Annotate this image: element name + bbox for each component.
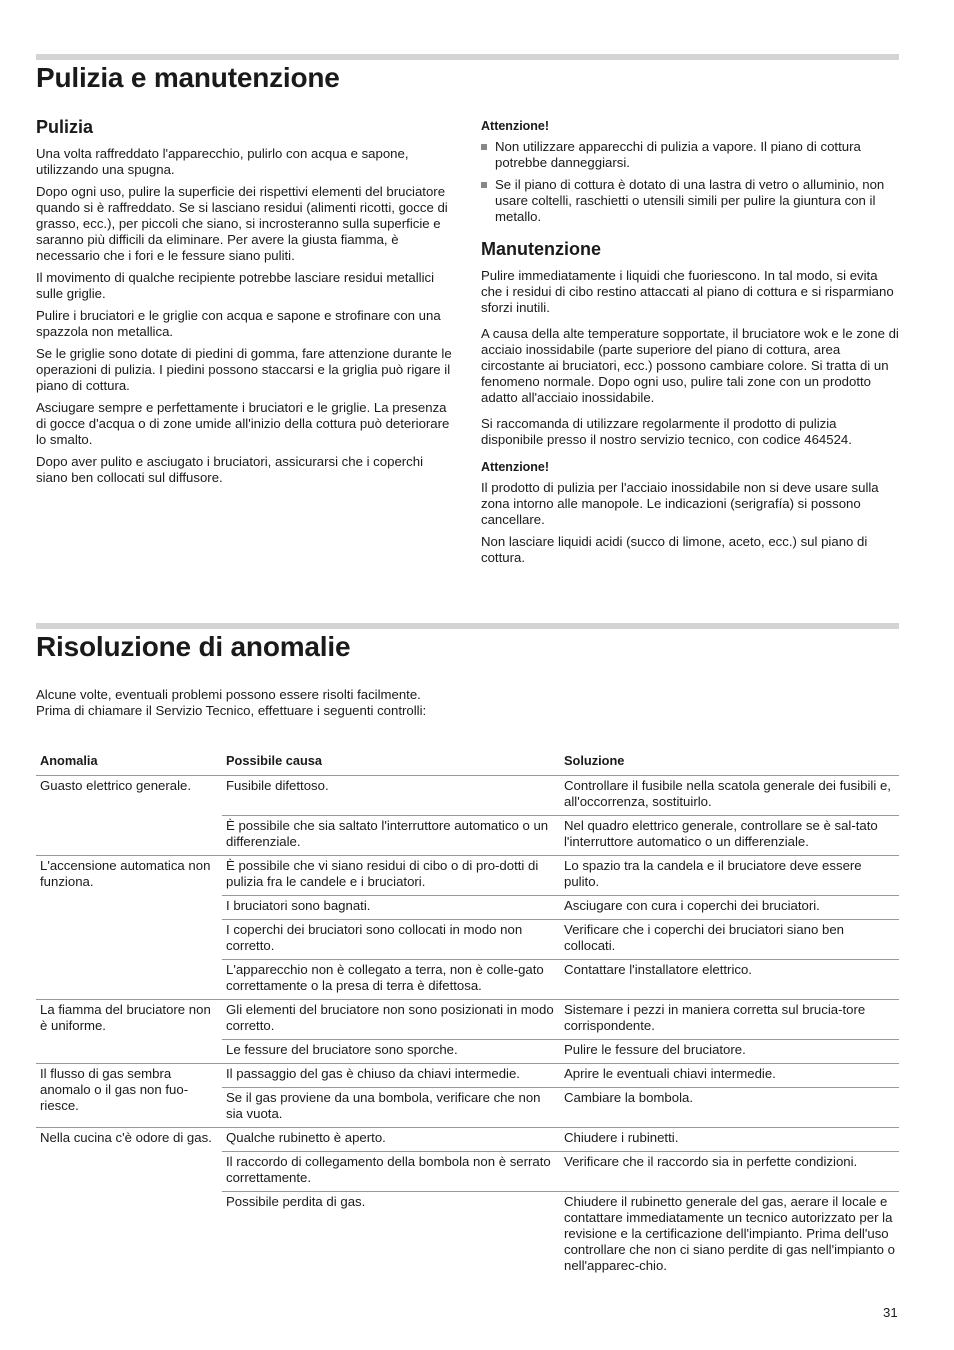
table-row [36, 856, 899, 896]
table-header-row [36, 749, 899, 776]
causa-cell: L'apparecchio non è collegato a terra, non è colle-gato correttamente o la presa di terra è difettosa. [222, 960, 560, 1000]
attenzione-paragraph: Non lasciare liquidi acidi (succo di limone, aceto, ecc.) sul piano di cottura. [481, 534, 868, 565]
soluzione-cell: Chiudere i rubinetti. [560, 1128, 899, 1152]
causa-cell: I coperchi dei bruciatori sono collocati in modo non corretto. [222, 920, 560, 960]
causa-cell: È possibile che vi siano residui di cibo o di pro-dotti di pulizia fra le candele e i bruciatori. [222, 856, 560, 896]
pulizia-paragraph: Se le griglie sono dotate di piedini di gomma, fare attenzione durante le operazioni di pulizia. I piedini possono staccarsi e la griglia può rigare il piano di cottura. [36, 346, 452, 393]
soluzione-cell: Cambiare la bombola. [560, 1088, 899, 1128]
column-right [481, 119, 899, 572]
causa-cell: Le fessure del bruciatore sono sporche. [222, 1040, 560, 1064]
causa-cell: I bruciatori sono bagnati. [222, 896, 560, 920]
attenzione-list [481, 139, 899, 225]
column-header-anomalia: Anomalia [36, 749, 222, 776]
heading-pulizia: Pulizia [36, 117, 94, 137]
causa-cell: Gli elementi del bruciatore non sono posizionati in modo corretto. [222, 1000, 560, 1040]
anomalia-cell: La fiamma del bruciatore non è uniforme. [36, 1000, 222, 1064]
section-title-risoluzione-anomalie: Risoluzione di anomalie [36, 631, 351, 662]
pulizia-paragraph: Dopo ogni uso, pulire la superficie dei rispettivi elementi del bruciatore quando si è raffreddato. Se si lasciano residui (alimenti ricotti, gocce di grasso, ecc.), per piccoli che siano, si incrosteranno sulla superficie e saranno più difficili da eliminare. Per avere la giusta fiamma, è necessario che i fori e le fessure siano puliti. [36, 184, 448, 263]
anomalia-cell: Guasto elettrico generale. [36, 776, 222, 856]
pulizia-paragraph: Pulire i bruciatori e le griglie con acqua e sapone e strofinare con una spazzola non metallica. [36, 308, 441, 339]
page-number: 31 [883, 1305, 898, 1320]
pulizia-paragraph: Asciugare sempre e perfettamente i bruciatori e le griglie. La presenza di gocce d'acqua o di zone umide all'inizio della cottura può deteriorare lo smalto. [36, 400, 450, 447]
pulizia-paragraph: Dopo aver pulito e asciugato i bruciatori, assicurarsi che i coperchi siano ben collocati sul diffusore. [36, 454, 424, 485]
soluzione-cell: Verificare che il raccordo sia in perfette condizioni. [560, 1152, 899, 1192]
bullet-square-icon [481, 144, 487, 150]
causa-cell: Il raccordo di collegamento della bombola non è serrato correttamente. [222, 1152, 560, 1192]
anomalia-cell: Nella cucina c'è odore di gas. [36, 1128, 222, 1280]
soluzione-cell: Asciugare con cura i coperchi dei bruciatori. [560, 896, 899, 920]
table-row [36, 1128, 899, 1152]
soluzione-cell: Aprire le eventuali chiavi intermedie. [560, 1064, 899, 1088]
soluzione-cell: Verificare che i coperchi dei bruciatori siano ben collocati. [560, 920, 899, 960]
anomalia-cell: Il flusso di gas sembra anomalo o il gas non fuo-riesce. [36, 1064, 222, 1128]
table-row [36, 1000, 899, 1040]
section-rule-top [36, 54, 899, 60]
pulizia-paragraph: Una volta raffreddato l'apparecchio, pulirlo con acqua e sapone, utilizzando una spugna. [36, 146, 409, 177]
pulizia-paragraph: Il movimento di qualche recipiente potrebbe lasciare residui metallici sulle griglie. [36, 270, 435, 301]
column-left [36, 117, 454, 492]
causa-cell: Fusibile difettoso. [222, 776, 560, 816]
attenzione-paragraph: Il prodotto di pulizia per l'acciaio inossidabile non si deve usare sulla zona intorno alle manopole. Le indicazioni (serigrafía) si possono cancellare. [481, 480, 879, 527]
troubleshooting-table [36, 749, 899, 1279]
causa-cell: Il passaggio del gas è chiuso da chiavi intermedie. [222, 1064, 560, 1088]
heading-attenzione: Attenzione! [481, 119, 550, 133]
soluzione-cell: Pulire le fessure del bruciatore. [560, 1040, 899, 1064]
bullet-square-icon [481, 182, 487, 188]
causa-cell: Qualche rubinetto è aperto. [222, 1128, 560, 1152]
manutenzione-paragraph: Pulire immediatamente i liquidi che fuoriescono. In tal modo, si evita che i residui di cibo restino attaccati al piano di cottura e si risparmiano sforzi inutili. [481, 268, 894, 315]
list-item: Non utilizzare apparecchi di pulizia a vapore. Il piano di cottura potrebbe danneggiarsi. [481, 139, 899, 171]
soluzione-cell: Lo spazio tra la candela e il bruciatore deve essere pulito. [560, 856, 899, 896]
section-title-pulizia-manutenzione: Pulizia e manutenzione [36, 62, 340, 93]
column-header-causa: Possibile causa [222, 749, 560, 776]
causa-cell: Possibile perdita di gas. [222, 1192, 560, 1280]
manutenzione-paragraph: A causa della alte temperature sopportate, il bruciatore wok e le zone di acciaio inossidabile (parte superiore del piano di cottura, area circostante ai bruciatori, ecc.) possono cambiare colore. Si tratta di un fenomeno normale. Dopo ogni uso, pulire tali zone con un prodotto adatto all'acciaio inossidabile. [481, 326, 899, 405]
soluzione-cell: Nel quadro elettrico generale, controllare se è sal-tato l'interruttore automatico o un differenziale. [560, 816, 899, 856]
table-row [36, 776, 899, 816]
soluzione-cell: Sistemare i pezzi in maniera corretta sul brucia-tore corrispondente. [560, 1000, 899, 1040]
column-header-soluzione: Soluzione [560, 749, 899, 776]
soluzione-cell: Contattare l'installatore elettrico. [560, 960, 899, 1000]
causa-cell: È possibile che sia saltato l'interruttore automatico o un differenziale. [222, 816, 560, 856]
anomalia-cell: L'accensione automatica non funziona. [36, 856, 222, 1000]
heading-manutenzione: Manutenzione [481, 239, 601, 259]
causa-cell: Se il gas proviene da una bombola, verificare che non sia vuota. [222, 1088, 560, 1128]
intro-text: Alcune volte, eventuali problemi possono essere risolti facilmente. Prima di chiamare il Servizio Tecnico, effettuare i seguenti controlli: [36, 687, 427, 718]
heading-attenzione: Attenzione! [481, 460, 550, 474]
table-row [36, 1064, 899, 1088]
section-rule-anomalie [36, 623, 899, 629]
manutenzione-paragraph: Si raccomanda di utilizzare regolarmente il prodotto di pulizia disponibile presso il nostro servizio tecnico, con codice 464524. [481, 416, 852, 447]
soluzione-cell: Controllare il fusibile nella scatola generale dei fusibili e, all'occorrenza, sostituirlo. [560, 776, 899, 816]
list-item: Se il piano di cottura è dotato di una lastra di vetro o alluminio, non usare coltelli, raschietti o utensili simili per pulire la giuntura con il metallo. [481, 177, 899, 225]
soluzione-cell: Chiudere il rubinetto generale del gas, aerare il locale e contattare immediatamente un tecnico autorizzato per la revisione e la certificazione dell'impianto. Prima dell'uso controllare che non ci siano perdite di gas nell'impianto o nell'apparec-chio. [560, 1192, 899, 1280]
